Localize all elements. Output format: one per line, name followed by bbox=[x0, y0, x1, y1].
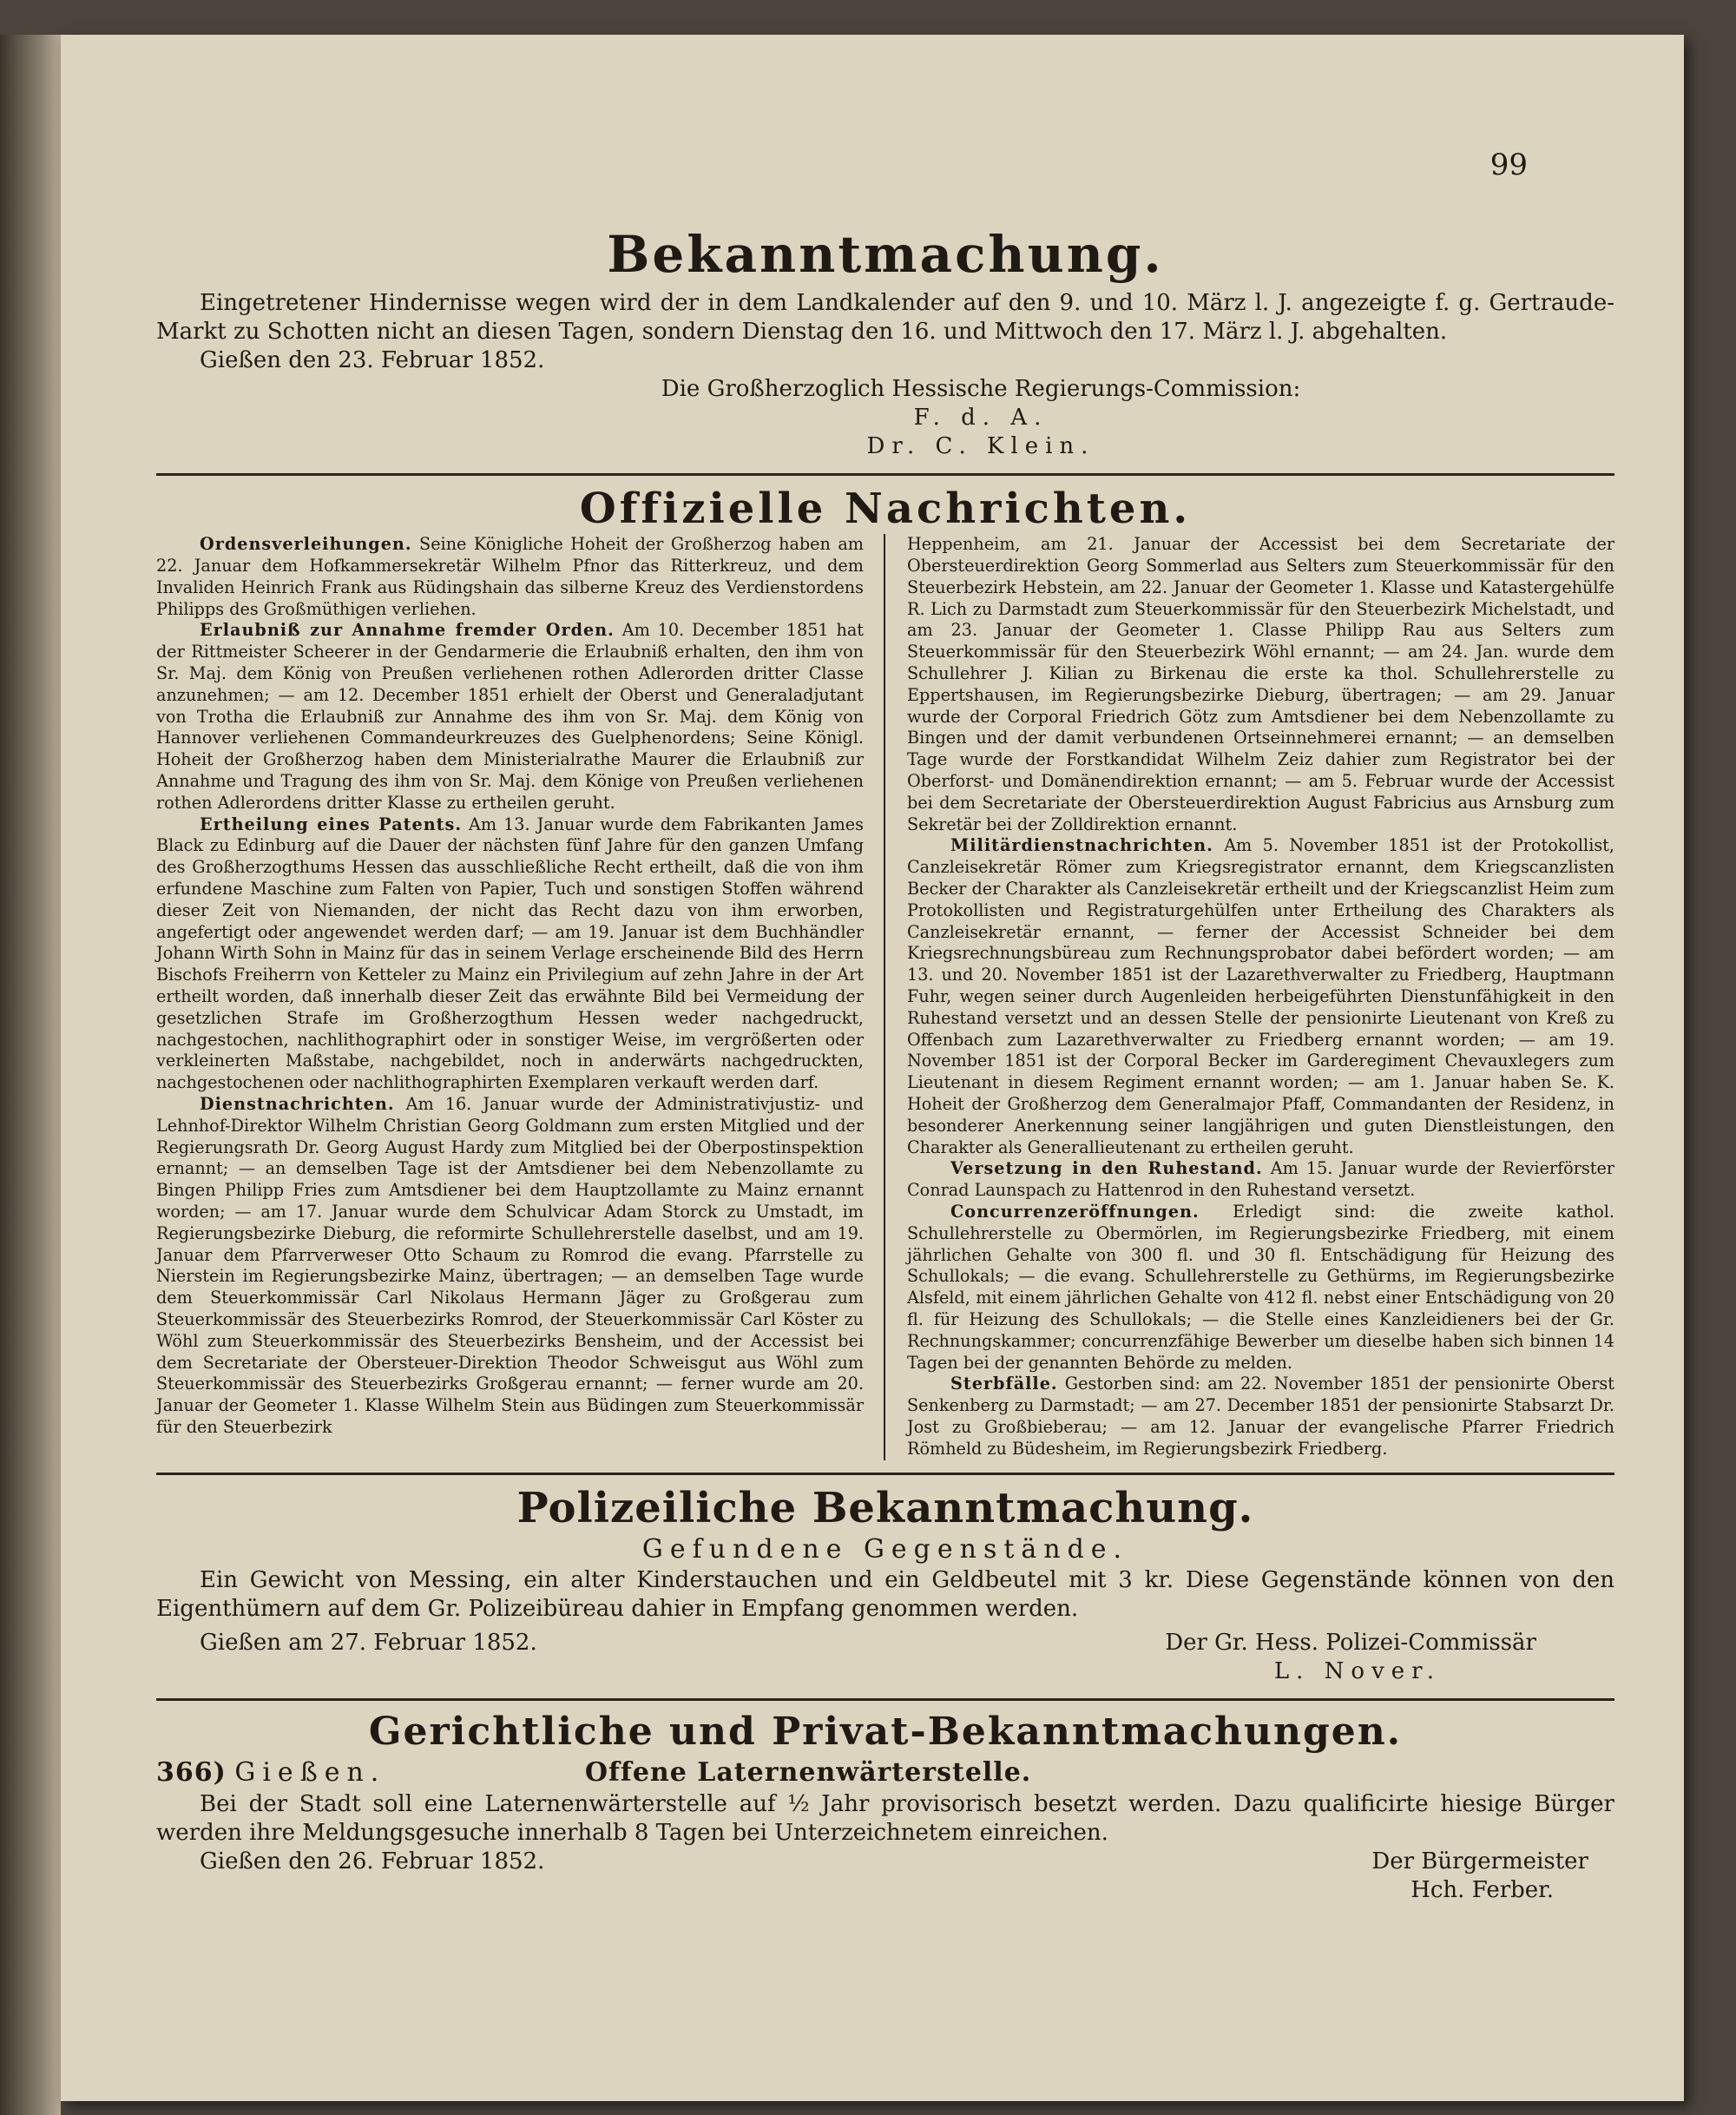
news-text: Am 5. November 1851 ist der Protokollist, Canzleisekretär Römer zum Kriegsregistrator ernannt, dem Kriegscanzlisten Becker der Charakter als Canzleisekretär ertheilt und der Kriegscanzlist Heim zum Protokollisten und Registraturgehülfen unter Ertheilung des Charakters als Canzleisekretär ernannt, — ferner der Accessist Schneider bei dem Kriegsrechnungsbüreau zum Rechnungsprobator dabei befördert worden; — am 13. und 20. November 1851 ist der Lazarethverwalter zu Friedberg, Hauptmann Fuhr, wegen seiner durch Augenleiden herbeigeführten Dienstunfähigkeit in den Ruhestand versetzt und an dessen Stelle der pensionirte Lieutenant von Kreß zu Offenbach zum Lazarethverwalter zu Friedberg ernannt worden; — am 19. November 1851 ist der Corporal Becker im Garderegiment Chevauxlegers zum Lieutenant in diesem Regiment ernannt worden; — am 1. Januar haben Se. K. Hoheit der Großherzog dem Generalmajor Pfaff, Commandanten der Residenz, in besonderer Anerkennung seiner langjährigen und guten Dienstleistungen, den Charakter als Generallieutenant zu ertheilen geruht. bbox=[907, 835, 1614, 1157]
news-text: Am 16. Januar wurde der Administrativjustiz- und Lehnhof-Direktor Wilhelm Christian Georg Goldmann zum ersten Mitglied und der Regierungsrath Dr. Georg August Hardy zum Mitglied bei der Oberpostinspektion ernannt; — an demselben Tage ist der Amtsdiener bei dem Nebenzollamte zu Bingen Philipp Fries zum Amtsdiener bei dem Hauptzollamte zu Mainz ernannt worden; — am 17. Januar wurde dem Schulvicar Adam Storck zu Umstadt, im Regierungsbezirke Dieburg, die reformirte Schullehrerstelle daselbst, und am 19. Januar dem Pfarrverweser Otto Schaum zu Romrod die evang. Pfarrstelle zu Nierstein im Regierungsbezirke Mainz, übertragen; — an demselben Tage wurde dem Steuerkommissär Carl Nikolaus Hermann Jäger zu Großgerau zum Steuerkommissär des Steuerbezirks Romrod, der Steuerkommissär Carl Köster zu Wöhl zum Steuerkommissär des Steuerbezirks Bensheim, und der Accessist bei dem Secretariate der Obersteuer-Direktion Theodor Schweisgut aus Wöhl zum Steuerkommissär des Steuerbezirks Großgerau ernannt; — ferner wurde am 20. Januar der Geometer 1. Klasse Wilhelm Stein aus Büdingen zum Steuerkommissär für den Steuerbezirk bbox=[156, 1094, 864, 1437]
divider bbox=[156, 1698, 1614, 1701]
bekanntmachung-signature-2: Dr. C. Klein. bbox=[866, 432, 1095, 459]
news-column-right bbox=[907, 534, 1614, 1459]
gericht-section bbox=[156, 1710, 1614, 1905]
gericht-signature: Hch. Ferber. bbox=[1410, 1876, 1554, 1903]
news-paragraph bbox=[907, 1158, 1614, 1202]
bekanntmachung-signature-1: F. d. A. bbox=[913, 404, 1049, 431]
polizei-signature-block bbox=[156, 1629, 1614, 1657]
news-paragraph bbox=[156, 814, 864, 1094]
page-number: 99 bbox=[1489, 148, 1528, 182]
gericht-signature-block bbox=[156, 1848, 1614, 1876]
polizei-authority: Der Gr. Hess. Polizei-Commissär bbox=[1165, 1630, 1536, 1657]
announcement-heading: Offene Laternenwärterstelle. bbox=[584, 1756, 1032, 1788]
divider bbox=[156, 1473, 1614, 1475]
news-text: Seine Königliche Hoheit der Großherzog haben am 22. Januar dem Hofkammersekretär Wilhelm Pfnor das Ritterkreuz, und dem Invaliden Heinrich Frank aus Rüdingshain das silberne Kreuz des Verdienstordens Philipps des Großmüthigen verliehen. bbox=[156, 534, 864, 619]
bekanntmachung-body: Eingetretener Hindernisse wegen wird der in dem Landkalender auf den 9. und 10. März l. J. angezeigte f. g. Gertraude-Markt zu Schotten nicht an diesen Tagen, sondern Dienstag den 16. und Mittwoch den 17. März l. J. abgehalten. bbox=[156, 289, 1614, 345]
news-paragraph bbox=[907, 1202, 1614, 1374]
gericht-title: Gerichtliche und Privat-Bekanntmachungen. bbox=[368, 1710, 1403, 1755]
column-divider bbox=[884, 534, 885, 1459]
news-text: Am 10. December 1851 hat der Rittmeister Scheerer in der Gendarmerie die Erlaubniß erhalten, den ihm von Sr. Maj. dem König von Preußen verliehenen rothen Adlerorden dritter Classe anzunehmen; — am 12. December 1851 erhielt der Oberst und Generaladjutant von Trotha die Erlaubniß zur Annahme des ihm von Sr. Maj. dem König von Hannover verliehenen Commandeurkreuzes des Guelphenordens; Seine Königl. Hoheit der Großherzog haben dem Ministerialrathe Maurer die Erlaubniß zur Annahme und Tragung des ihm von Sr. Maj. dem Könige von Preußen verliehenen rothen Adlerordens dritter Klasse zu ertheilen geruht. bbox=[156, 620, 864, 813]
polizei-body: Ein Gewicht von Messing, ein alter Kinderstauchen und ein Geldbeutel mit 3 kr. Diese Gegenstände können von den Eigenthümern auf dem Gr. Polizeibüreau dahier in Empfang genommen werden. bbox=[156, 1567, 1614, 1623]
polizei-section bbox=[156, 1484, 1614, 1687]
page-content bbox=[156, 226, 1614, 1905]
news-paragraph bbox=[907, 534, 1614, 835]
news-columns bbox=[156, 534, 1614, 1459]
gericht-authority: Der Bürgermeister bbox=[1371, 1848, 1588, 1875]
news-heading: Militärdienstnachrichten. bbox=[950, 835, 1213, 856]
divider bbox=[156, 473, 1614, 476]
offizielle-nachrichten-section bbox=[156, 484, 1614, 1460]
gericht-date: Gießen den 26. Februar 1852. bbox=[200, 1848, 545, 1875]
news-paragraph bbox=[156, 534, 864, 620]
news-heading: Erlaubniß zur Annahme fremder Orden. bbox=[200, 620, 615, 641]
bekanntmachung-date: Gießen den 23. Februar 1852. bbox=[200, 346, 545, 373]
news-heading: Ordensverleihungen. bbox=[200, 534, 412, 555]
bekanntmachung-section bbox=[156, 226, 1614, 461]
news-text: Erledigt sind: die zweite kathol. Schullehrerstelle zu Obermörlen, im Regierungsbezirke Friedberg, mit einem jährlichen Gehalte von 300 fl. und 30 fl. Entschädigung für Heizung des Schullokals; — die evang. Schullehrerstelle zu Gethürms, im Regierungsbezirke Alsfeld, mit einem jährlichen Gehalte von 412 fl. nebst einer Entschädigung von 20 fl. für Heizung des Schullokals; — die Stelle eines Kanzleidieners bei der Gr. Rechnungskammer; concurrenzfähige Bewerber um dieselbe haben sich binnen 14 Tagen bei der genannten Behörde zu melden. bbox=[907, 1201, 1614, 1373]
news-heading: Dienstnachrichten. bbox=[200, 1094, 395, 1114]
polizei-date: Gießen am 27. Februar 1852. bbox=[200, 1630, 537, 1657]
bekanntmachung-title: Bekanntmachung. bbox=[607, 225, 1164, 284]
announcement-place: Gießen. bbox=[234, 1756, 386, 1788]
news-heading: Versetzung in den Ruhestand. bbox=[950, 1158, 1263, 1179]
announcement-number: 366) bbox=[156, 1756, 227, 1788]
bekanntmachung-authority: Die Großherzoglich Hessische Regierungs-Commission: bbox=[661, 375, 1301, 402]
newspaper-page bbox=[61, 35, 1684, 2101]
news-text: Am 15. Januar wurde der Revierförster Conrad Launspach zu Hattenrod in den Ruhestand versetzt. bbox=[907, 1158, 1614, 1201]
polizei-signature: L. Nover. bbox=[1273, 1658, 1441, 1685]
news-paragraph bbox=[156, 620, 864, 814]
news-text: Heppenheim, am 21. Januar der Accessist bei dem Secretariate der Obersteuerdirektion Georg Sommerlad aus Selters zum Steuerkommissär für den Steuerbezirk Hebstein, am 22. Januar der Geometer 1. Klasse und Katastergehülfe R. Lich zu Darmstadt zum Steuerkommissär für den Steuerbezirk Michelstadt, und am 23. Januar der Geometer 1. Classe Philipp Rau aus Selters zum Steuerkommissär für den Steuerbezirk Wöhl ernannt; — am 24. Jan. wurde dem Schullehrer J. Kilian zu Birkenau die erste ka thol. Schullehrerstelle zu Eppertshausen, im Regierungsbezirke Dieburg, übertragen; — am 29. Januar wurde der Corporal Friedrich Götz zum Amtsdiener bei dem Nebenzollamte zu Bingen und der damit verbundenen Ortseinnehmerei ernannt; — an demselben Tage wurde der Forstkandidat Wilhelm Zeiz dahier zum Registrator bei der Oberforst- und Domänendirektion ernannt; — am 5. Februar wurde der Accessist bei dem Secretariate der Obersteuerdirektion August Fabricius aus Arnsburg zum Sekretär bei der Zolldirektion ernannt. bbox=[907, 534, 1614, 834]
news-paragraph bbox=[907, 835, 1614, 1158]
offizielle-title: Offizielle Nachrichten. bbox=[579, 484, 1192, 533]
polizei-subtitle: Gefundene Gegenstände. bbox=[641, 1534, 1129, 1565]
polizei-title: Polizeiliche Bekanntmachung. bbox=[516, 1483, 1254, 1532]
news-heading: Sterbfälle. bbox=[950, 1374, 1058, 1394]
book-gutter bbox=[0, 35, 61, 2115]
news-paragraph bbox=[156, 1094, 864, 1439]
gericht-announcement-header bbox=[156, 1756, 1614, 1790]
news-column-left bbox=[156, 534, 864, 1459]
news-text: Gestorben sind: am 22. November 1851 der pensionirte Oberst Senkenberg zu Darmstadt; — am 27. December 1851 der pensionirte Stabsarzt Dr. Jost zu Großbieberau; — am 12. Januar der evangelische Pfarrer Friedrich Römheld zu Büdesheim, im Regierungsbezirk Friedberg. bbox=[907, 1374, 1614, 1459]
gericht-body: Bei der Stadt soll eine Laternenwärterstelle auf ½ Jahr provisorisch besetzt werden. Dazu qualificirte hiesige Bürger werden ihre Meldungsgesuche innerhalb 8 Tagen bei Unterzeichnetem einreichen. bbox=[156, 1790, 1614, 1846]
news-text: Am 13. Januar wurde dem Fabrikanten James Black zu Edinburg auf die Dauer der nächsten fünf Jahre für den ganzen Umfang des Großherzogthums Hessen das ausschließliche Recht ertheilt, daß die von ihm erfundene Maschine zum Falten von Papier, Tuch und sonstigen Stoffen während dieser Zeit von Niemanden, der nicht das Recht dazu von ihm erworben, angefertigt oder angewendet werden darf; — am 19. Januar ist dem Buchhändler Johann Wirth Sohn in Mainz für das in seinem Verlage erscheinende Bild des Herrn Bischofs Freiherrn von Ketteler zu Mainz ein Privilegium auf zehn Jahre in der Art ertheilt worden, daß innerhalb dieser Zeit das erwähnte Bild bei Vermeidung der gesetzlichen Strafe im Großherzogthum Hessen weder nachgedruckt, nachgestochen, nachlithographirt oder in sonstiger Weise, im vergrößerten oder verkleinerten Maßstabe, nachgebildet, noch in anderwärts nachgedruckten, nachgestochenen oder nachlithographirten Exemplaren verkauft werden darf. bbox=[156, 814, 864, 1093]
news-paragraph bbox=[907, 1374, 1614, 1459]
news-heading: Concurrenzeröffnungen. bbox=[950, 1201, 1200, 1222]
news-heading: Ertheilung eines Patents. bbox=[200, 814, 463, 834]
